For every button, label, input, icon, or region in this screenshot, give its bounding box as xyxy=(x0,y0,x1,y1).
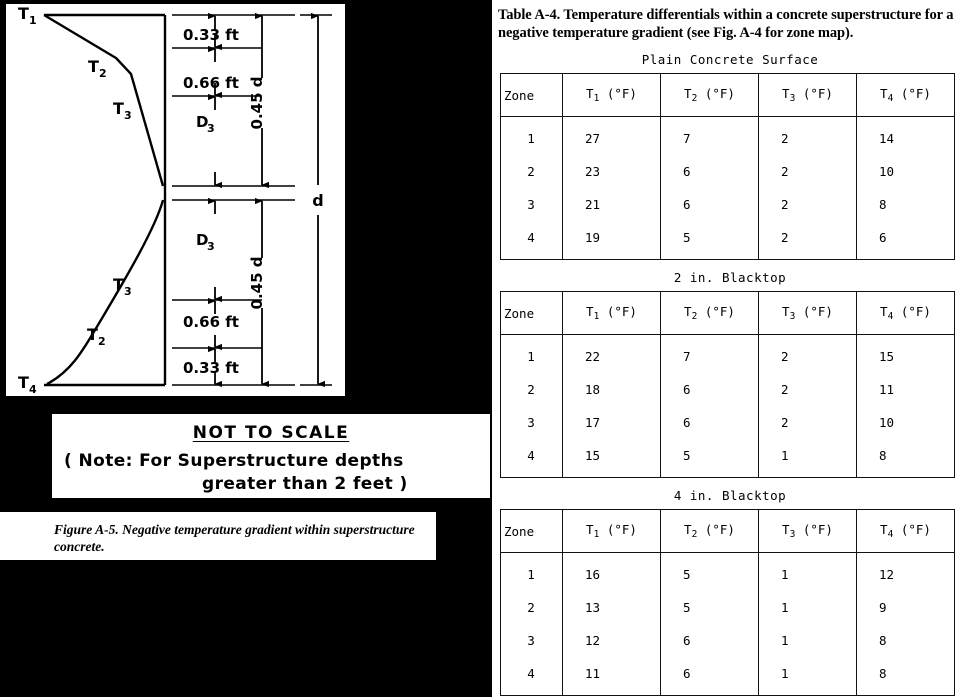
zone-temperature-table xyxy=(500,291,955,478)
cell-t3: 1 xyxy=(759,657,857,696)
cell-t3: 1 xyxy=(759,591,857,624)
table-header-row xyxy=(501,292,955,335)
tables-host xyxy=(492,42,968,696)
cell-t1: 15 xyxy=(563,439,661,478)
dim-top-033: 0.33 ft xyxy=(183,26,239,44)
column-header-t3: $T_3$ (°F) xyxy=(759,74,857,117)
column-header-t2: $T_2$ (°F) xyxy=(661,510,759,553)
cell-t2: 6 xyxy=(661,624,759,657)
cell-zone: 4 xyxy=(501,221,563,260)
table-header-row xyxy=(501,74,955,117)
cell-zone: 4 xyxy=(501,657,563,696)
cell-t2: 5 xyxy=(661,221,759,260)
table-wrapper xyxy=(492,291,968,478)
table-row xyxy=(501,188,955,221)
column-header-t1: $T_1$ (°F) xyxy=(563,74,661,117)
dim-total-d: d xyxy=(312,191,324,210)
cell-t4: 8 xyxy=(857,657,955,696)
zone-temperature-table xyxy=(500,509,955,696)
cell-t4: 6 xyxy=(857,221,955,260)
label-t3-top-sub: 3 xyxy=(124,109,132,122)
cell-t2: 7 xyxy=(661,117,759,156)
cell-zone: 3 xyxy=(501,188,563,221)
cell-zone: 1 xyxy=(501,117,563,156)
tables-panel xyxy=(492,0,968,697)
dim-top-045d: 0.45 d xyxy=(248,76,266,130)
cell-t2: 5 xyxy=(661,591,759,624)
cell-zone: 2 xyxy=(501,591,563,624)
cell-t3: 2 xyxy=(759,155,857,188)
column-header-t2: $T_2$ (°F) xyxy=(661,74,759,117)
table-section-caption: Plain Concrete Surface xyxy=(641,52,819,67)
cell-t1: 18 xyxy=(563,373,661,406)
column-header-t3: $T_3$ (°F) xyxy=(759,510,857,553)
column-header-t4: $T_4$ (°F) xyxy=(857,292,955,335)
label-t4-sub: 4 xyxy=(29,383,37,396)
cell-t2: 5 xyxy=(661,439,759,478)
label-t2-bot-sub: 2 xyxy=(98,335,106,348)
table-row xyxy=(501,335,955,374)
cell-t4: 8 xyxy=(857,624,955,657)
cell-t2: 7 xyxy=(661,335,759,374)
cell-t3: 2 xyxy=(759,117,857,156)
table-section-caption: 2 in. Blacktop xyxy=(673,270,787,285)
table-row xyxy=(501,439,955,478)
dim-top-066: 0.66 ft xyxy=(183,74,239,92)
figure-caption-box xyxy=(0,512,436,560)
cell-t4: 10 xyxy=(857,155,955,188)
column-header-t1: $T_1$ (°F) xyxy=(563,510,661,553)
zone-temperature-table xyxy=(500,73,955,260)
cell-t1: 27 xyxy=(563,117,661,156)
column-header-t4: $T_4$ (°F) xyxy=(857,74,955,117)
cell-t3: 1 xyxy=(759,553,857,592)
cell-t1: 22 xyxy=(563,335,661,374)
cell-t4: 12 xyxy=(857,553,955,592)
cell-t1: 13 xyxy=(563,591,661,624)
cell-t4: 9 xyxy=(857,591,955,624)
cell-t2: 6 xyxy=(661,657,759,696)
cell-t4: 8 xyxy=(857,188,955,221)
cell-t1: 16 xyxy=(563,553,661,592)
dim-bot-066: 0.66 ft xyxy=(183,313,239,331)
figure-caption-text: Figure A-5. Negative temperature gradient within superstructure concrete. xyxy=(54,522,415,554)
dim-top-d3: D xyxy=(196,113,209,131)
dim-bot-045d: 0.45 d xyxy=(248,256,266,310)
cell-t1: 21 xyxy=(563,188,661,221)
cell-t3: 2 xyxy=(759,373,857,406)
note-line-1: ( Note: For Superstructure depths xyxy=(64,451,404,471)
cell-t3: 2 xyxy=(759,335,857,374)
cell-zone: 4 xyxy=(501,439,563,478)
table-row xyxy=(501,155,955,188)
cell-t1: 19 xyxy=(563,221,661,260)
column-header-t3: $T_3$ (°F) xyxy=(759,292,857,335)
not-to-scale-title: NOT TO SCALE xyxy=(192,423,350,443)
column-header-zone: Zone xyxy=(501,510,563,553)
label-t1-sub: 1 xyxy=(29,14,37,27)
label-t3-bot: T xyxy=(113,275,124,294)
cell-t1: 12 xyxy=(563,624,661,657)
cell-t3: 2 xyxy=(759,221,857,260)
cell-t1: 23 xyxy=(563,155,661,188)
label-t2-top: T xyxy=(88,57,99,76)
column-header-t2: $T_2$ (°F) xyxy=(661,292,759,335)
label-t2-bot: T xyxy=(87,325,98,344)
dim-top-d3-sub: 3 xyxy=(207,122,215,135)
cell-t2: 5 xyxy=(661,553,759,592)
label-t2-top-sub: 2 xyxy=(99,67,107,80)
table-row xyxy=(501,373,955,406)
table-row xyxy=(501,553,955,592)
cell-t2: 6 xyxy=(661,373,759,406)
label-t4: T xyxy=(18,373,29,392)
figure-panel xyxy=(0,0,345,402)
table-title: Table A-4. Temperature differentials within a concrete superstructure for a negative temperature gradient (see Fig. A-4 for zone map). xyxy=(498,7,954,41)
cell-t3: 2 xyxy=(759,188,857,221)
cell-zone: 1 xyxy=(501,553,563,592)
column-header-t4: $T_4$ (°F) xyxy=(857,510,955,553)
cell-t4: 8 xyxy=(857,439,955,478)
table-section-caption: 4 in. Blacktop xyxy=(673,488,787,503)
cell-t4: 14 xyxy=(857,117,955,156)
cell-t4: 11 xyxy=(857,373,955,406)
cell-t2: 6 xyxy=(661,188,759,221)
dim-bot-033: 0.33 ft xyxy=(183,359,239,377)
cell-t4: 10 xyxy=(857,406,955,439)
cell-zone: 3 xyxy=(501,406,563,439)
dim-bot-d3-sub: 3 xyxy=(207,240,215,253)
table-wrapper xyxy=(492,509,968,696)
cell-zone: 1 xyxy=(501,335,563,374)
label-t3-top: T xyxy=(113,99,124,118)
cell-t2: 6 xyxy=(661,406,759,439)
dim-bot-d3: D xyxy=(196,231,209,249)
table-row xyxy=(501,624,955,657)
cell-t2: 6 xyxy=(661,155,759,188)
table-row xyxy=(501,406,955,439)
table-header-row xyxy=(501,510,955,553)
note-line-2: greater than 2 feet ) xyxy=(202,474,408,494)
table-wrapper xyxy=(492,73,968,260)
column-header-zone: Zone xyxy=(501,292,563,335)
cell-zone: 2 xyxy=(501,155,563,188)
cell-zone: 2 xyxy=(501,373,563,406)
cell-t3: 1 xyxy=(759,624,857,657)
cell-t4: 15 xyxy=(857,335,955,374)
label-t1: T xyxy=(18,4,29,23)
gradient-diagram xyxy=(0,0,345,402)
table-row xyxy=(501,117,955,156)
cell-t1: 17 xyxy=(563,406,661,439)
cell-zone: 3 xyxy=(501,624,563,657)
table-row xyxy=(501,591,955,624)
label-t3-bot-sub: 3 xyxy=(124,285,132,298)
table-row xyxy=(501,657,955,696)
cell-t1: 11 xyxy=(563,657,661,696)
cell-t3: 1 xyxy=(759,439,857,478)
column-header-zone: Zone xyxy=(501,74,563,117)
table-row xyxy=(501,221,955,260)
not-to-scale-note xyxy=(52,414,490,498)
cell-t3: 2 xyxy=(759,406,857,439)
column-header-t1: $T_1$ (°F) xyxy=(563,292,661,335)
